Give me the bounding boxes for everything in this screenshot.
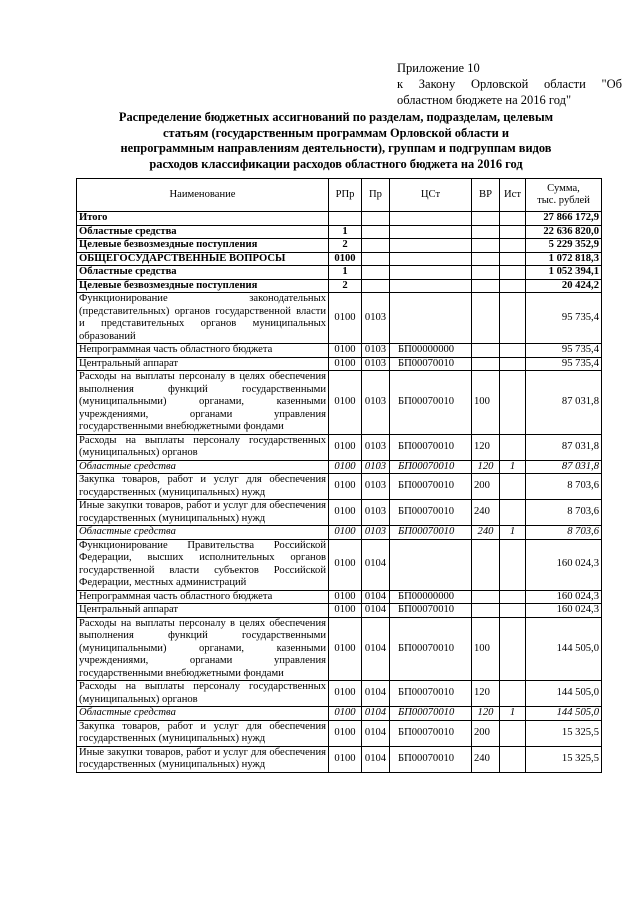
cell-sum: 8 703,6 xyxy=(526,474,602,500)
cell-sum: 20 424,2 xyxy=(526,279,602,293)
cell-rpr: 0100 xyxy=(329,681,362,707)
cell-sum: 5 229 352,9 xyxy=(526,239,602,253)
cell-vr: 240 xyxy=(472,746,500,772)
table-row xyxy=(77,746,602,772)
cell-ist xyxy=(500,434,526,460)
cell-pr: 0104 xyxy=(362,590,390,604)
cell-cst: БП00070010 xyxy=(390,526,472,540)
cell-vr: 240 xyxy=(472,500,500,526)
cell-ist xyxy=(500,720,526,746)
cell-name: Расходы на выплаты персоналу государственных (муниципальных) органов xyxy=(77,434,329,460)
appendix-word: Орловской xyxy=(470,77,529,91)
header-sum-line: тыс. рублей xyxy=(537,195,590,206)
table-row xyxy=(77,460,602,474)
cell-rpr: 0100 xyxy=(329,474,362,500)
cell-pr: 0104 xyxy=(362,720,390,746)
cell-rpr: 2 xyxy=(329,239,362,253)
cell-ist xyxy=(500,371,526,435)
cell-name: ОБЩЕГОСУДАРСТВЕННЫЕ ВОПРОСЫ xyxy=(77,252,329,266)
cell-cst xyxy=(390,212,472,226)
cell-name: Областные средства xyxy=(77,707,329,721)
header-rpr: РПр xyxy=(329,179,362,212)
cell-name: Областные средства xyxy=(77,526,329,540)
cell-ist xyxy=(500,344,526,358)
cell-rpr: 0100 xyxy=(329,720,362,746)
cell-cst: БП00000000 xyxy=(390,344,472,358)
cell-rpr: 0100 xyxy=(329,344,362,358)
cell-cst: БП00070010 xyxy=(390,434,472,460)
appendix-word: к xyxy=(397,77,404,91)
cell-sum: 15 325,5 xyxy=(526,746,602,772)
cell-cst: БП00000000 xyxy=(390,590,472,604)
cell-name: Центральный аппарат xyxy=(77,604,329,618)
cell-rpr: 0100 xyxy=(329,746,362,772)
header-name: Наименование xyxy=(77,179,329,212)
cell-cst xyxy=(390,252,472,266)
cell-rpr: 2 xyxy=(329,279,362,293)
title-line: Распределение бюджетных ассигнований по разделам, подразделам, целевым xyxy=(118,110,554,124)
cell-sum: 144 505,0 xyxy=(526,681,602,707)
cell-pr: 0104 xyxy=(362,539,390,590)
appendix-line: областном бюджете на 2016 год" xyxy=(397,93,572,107)
cell-rpr: 0100 xyxy=(329,617,362,681)
cell-rpr xyxy=(329,212,362,226)
cell-pr: 0103 xyxy=(362,357,390,371)
cell-pr: 0103 xyxy=(362,526,390,540)
table-row xyxy=(77,434,602,460)
cell-ist xyxy=(500,746,526,772)
header-pr: Пр xyxy=(362,179,390,212)
cell-cst: БП00070010 xyxy=(390,604,472,618)
cell-rpr: 0100 xyxy=(329,434,362,460)
cell-vr: 100 xyxy=(472,371,500,435)
cell-rpr: 0100 xyxy=(329,526,362,540)
cell-ist xyxy=(500,474,526,500)
cell-cst: БП00070010 xyxy=(390,474,472,500)
cell-cst: БП00070010 xyxy=(390,500,472,526)
cell-vr xyxy=(472,539,500,590)
cell-cst: БП00070010 xyxy=(390,746,472,772)
cell-cst: БП00070010 xyxy=(390,707,472,721)
cell-rpr: 0100 xyxy=(329,460,362,474)
cell-vr: 240 xyxy=(472,526,500,540)
cell-pr: 0103 xyxy=(362,371,390,435)
cell-ist xyxy=(500,279,526,293)
table-row xyxy=(77,720,602,746)
cell-name: Итого xyxy=(77,212,329,226)
table-row xyxy=(77,212,602,226)
cell-name: Расходы на выплаты персоналу в целях обеспечения выполнения функций государственными (муниципальными) органами, казенными учреждениями, органами управления государственными внебюджетными фондами xyxy=(77,617,329,681)
title-line: статьям (государственным программам Орловской области и xyxy=(163,125,509,140)
cell-name: Расходы на выплаты персоналу государственных (муниципальных) органов xyxy=(77,681,329,707)
cell-vr xyxy=(472,252,500,266)
cell-cst: БП00070010 xyxy=(390,720,472,746)
cell-rpr: 0100 xyxy=(329,539,362,590)
cell-name: Функционирование Правительства Российской Федерации, высших исполнительных органов государственной власти субъектов Российской Федерации, местных администраций xyxy=(77,539,329,590)
cell-sum: 27 866 172,9 xyxy=(526,212,602,226)
table-row xyxy=(77,239,602,253)
cell-rpr: 0100 xyxy=(329,371,362,435)
cell-pr xyxy=(362,239,390,253)
cell-sum: 160 024,3 xyxy=(526,590,602,604)
header-vr: ВР xyxy=(472,179,500,212)
cell-pr: 0103 xyxy=(362,434,390,460)
header-sum-line: Сумма, xyxy=(547,182,580,194)
cell-vr xyxy=(472,212,500,226)
cell-pr xyxy=(362,212,390,226)
cell-vr xyxy=(472,225,500,239)
cell-name: Целевые безвозмездные поступления xyxy=(77,279,329,293)
cell-rpr: 0100 xyxy=(329,357,362,371)
title-line: расходов классификации расходов областного бюджета на 2016 год xyxy=(149,156,523,171)
cell-vr xyxy=(472,266,500,280)
cell-sum: 95 735,4 xyxy=(526,293,602,344)
table-row xyxy=(77,371,602,435)
cell-pr: 0103 xyxy=(362,500,390,526)
table-row xyxy=(77,474,602,500)
cell-vr xyxy=(472,239,500,253)
table-row xyxy=(77,707,602,721)
cell-name: Иные закупки товаров, работ и услуг для обеспечения государственных (муниципальных) нужд xyxy=(77,500,329,526)
cell-rpr: 0100 xyxy=(329,252,362,266)
cell-sum: 87 031,8 xyxy=(526,371,602,435)
table-row xyxy=(77,344,602,358)
header-ist: Ист xyxy=(500,179,526,212)
cell-cst: БП00070010 xyxy=(390,460,472,474)
cell-name: Иные закупки товаров, работ и услуг для обеспечения государственных (муниципальных) нужд xyxy=(77,746,329,772)
cell-name: Областные средства xyxy=(77,460,329,474)
cell-rpr: 1 xyxy=(329,225,362,239)
cell-name: Непрограммная часть областного бюджета xyxy=(77,344,329,358)
cell-ist: 1 xyxy=(500,707,526,721)
cell-sum: 95 735,4 xyxy=(526,344,602,358)
cell-ist xyxy=(500,293,526,344)
table-row xyxy=(77,617,602,681)
cell-ist xyxy=(500,357,526,371)
cell-rpr: 0100 xyxy=(329,707,362,721)
cell-ist xyxy=(500,604,526,618)
cell-vr: 200 xyxy=(472,720,500,746)
cell-rpr: 0100 xyxy=(329,293,362,344)
table-row xyxy=(77,500,602,526)
cell-cst xyxy=(390,266,472,280)
cell-pr: 0104 xyxy=(362,617,390,681)
cell-sum: 22 636 820,0 xyxy=(526,225,602,239)
cell-vr xyxy=(472,279,500,293)
table-row xyxy=(77,293,602,344)
cell-vr xyxy=(472,293,500,344)
cell-pr: 0103 xyxy=(362,474,390,500)
cell-ist xyxy=(500,500,526,526)
cell-vr: 120 xyxy=(472,681,500,707)
cell-sum: 15 325,5 xyxy=(526,720,602,746)
header-sum xyxy=(526,179,602,212)
cell-pr: 0103 xyxy=(362,344,390,358)
table-row xyxy=(77,604,602,618)
cell-ist xyxy=(500,266,526,280)
cell-vr: 120 xyxy=(472,707,500,721)
cell-rpr: 0100 xyxy=(329,604,362,618)
table-row xyxy=(77,539,602,590)
cell-sum: 87 031,8 xyxy=(526,434,602,460)
header-cst: ЦСт xyxy=(390,179,472,212)
table-row xyxy=(77,279,602,293)
cell-vr: 200 xyxy=(472,474,500,500)
appendix-word: Закону xyxy=(418,77,456,91)
cell-ist xyxy=(500,225,526,239)
cell-ist xyxy=(500,590,526,604)
appendix-word: "Об xyxy=(601,77,622,91)
cell-vr xyxy=(472,604,500,618)
table-row xyxy=(77,252,602,266)
cell-pr xyxy=(362,266,390,280)
cell-ist xyxy=(500,252,526,266)
cell-vr: 120 xyxy=(472,434,500,460)
cell-pr xyxy=(362,279,390,293)
table-row xyxy=(77,225,602,239)
appendix-note xyxy=(397,60,622,108)
cell-ist xyxy=(500,617,526,681)
appendix-line xyxy=(397,76,622,92)
cell-sum: 87 031,8 xyxy=(526,460,602,474)
cell-rpr: 1 xyxy=(329,266,362,280)
cell-sum: 95 735,4 xyxy=(526,357,602,371)
cell-ist xyxy=(500,539,526,590)
cell-vr xyxy=(472,344,500,358)
cell-cst xyxy=(390,225,472,239)
table-row xyxy=(77,590,602,604)
cell-pr: 0103 xyxy=(362,293,390,344)
cell-pr: 0104 xyxy=(362,746,390,772)
cell-pr: 0104 xyxy=(362,681,390,707)
cell-cst: БП00070010 xyxy=(390,371,472,435)
cell-name: Целевые безвозмездные поступления xyxy=(77,239,329,253)
document-title xyxy=(88,110,584,172)
cell-rpr: 0100 xyxy=(329,590,362,604)
cell-sum: 8 703,6 xyxy=(526,526,602,540)
cell-pr: 0103 xyxy=(362,460,390,474)
table-row xyxy=(77,266,602,280)
table-row xyxy=(77,357,602,371)
cell-vr xyxy=(472,590,500,604)
table-header-row xyxy=(77,179,602,212)
cell-cst xyxy=(390,293,472,344)
cell-name: Областные средства xyxy=(77,266,329,280)
cell-name: Центральный аппарат xyxy=(77,357,329,371)
cell-vr xyxy=(472,357,500,371)
cell-pr xyxy=(362,225,390,239)
cell-vr: 120 xyxy=(472,460,500,474)
cell-vr: 100 xyxy=(472,617,500,681)
cell-name: Функционирование законодательных (представительных) органов государственной власти и представительных органов муниципальных образований xyxy=(77,293,329,344)
cell-name: Закупка товаров, работ и услуг для обеспечения государственных (муниципальных) нужд xyxy=(77,720,329,746)
cell-ist: 1 xyxy=(500,526,526,540)
cell-ist xyxy=(500,239,526,253)
appendix-word: области xyxy=(544,77,586,91)
cell-sum: 160 024,3 xyxy=(526,539,602,590)
cell-sum: 1 072 818,3 xyxy=(526,252,602,266)
cell-cst: БП00070010 xyxy=(390,357,472,371)
cell-cst xyxy=(390,239,472,253)
cell-pr: 0104 xyxy=(362,604,390,618)
title-line: непрограммным направлениям деятельности), группам и подгруппам видов xyxy=(120,141,552,155)
cell-sum: 144 505,0 xyxy=(526,617,602,681)
cell-cst: БП00070010 xyxy=(390,681,472,707)
cell-name: Расходы на выплаты персоналу в целях обеспечения выполнения функций государственными (муниципальными) органами, казенными учреждениями, органами управления государственными внебюджетными фондами xyxy=(77,371,329,435)
cell-name: Областные средства xyxy=(77,225,329,239)
cell-pr xyxy=(362,252,390,266)
cell-name: Закупка товаров, работ и услуг для обеспечения государственных (муниципальных) нужд xyxy=(77,474,329,500)
cell-cst: БП00070010 xyxy=(390,617,472,681)
cell-cst xyxy=(390,539,472,590)
cell-cst xyxy=(390,279,472,293)
cell-rpr: 0100 xyxy=(329,500,362,526)
cell-ist: 1 xyxy=(500,460,526,474)
cell-sum: 1 052 394,1 xyxy=(526,266,602,280)
cell-name: Непрограммная часть областного бюджета xyxy=(77,590,329,604)
cell-sum: 8 703,6 xyxy=(526,500,602,526)
budget-table xyxy=(76,178,602,773)
cell-sum: 144 505,0 xyxy=(526,707,602,721)
cell-ist xyxy=(500,212,526,226)
table-body xyxy=(77,212,602,773)
appendix-line: Приложение 10 xyxy=(397,61,480,75)
cell-sum: 160 024,3 xyxy=(526,604,602,618)
table-row xyxy=(77,681,602,707)
cell-ist xyxy=(500,681,526,707)
cell-pr: 0104 xyxy=(362,707,390,721)
table-row xyxy=(77,526,602,540)
